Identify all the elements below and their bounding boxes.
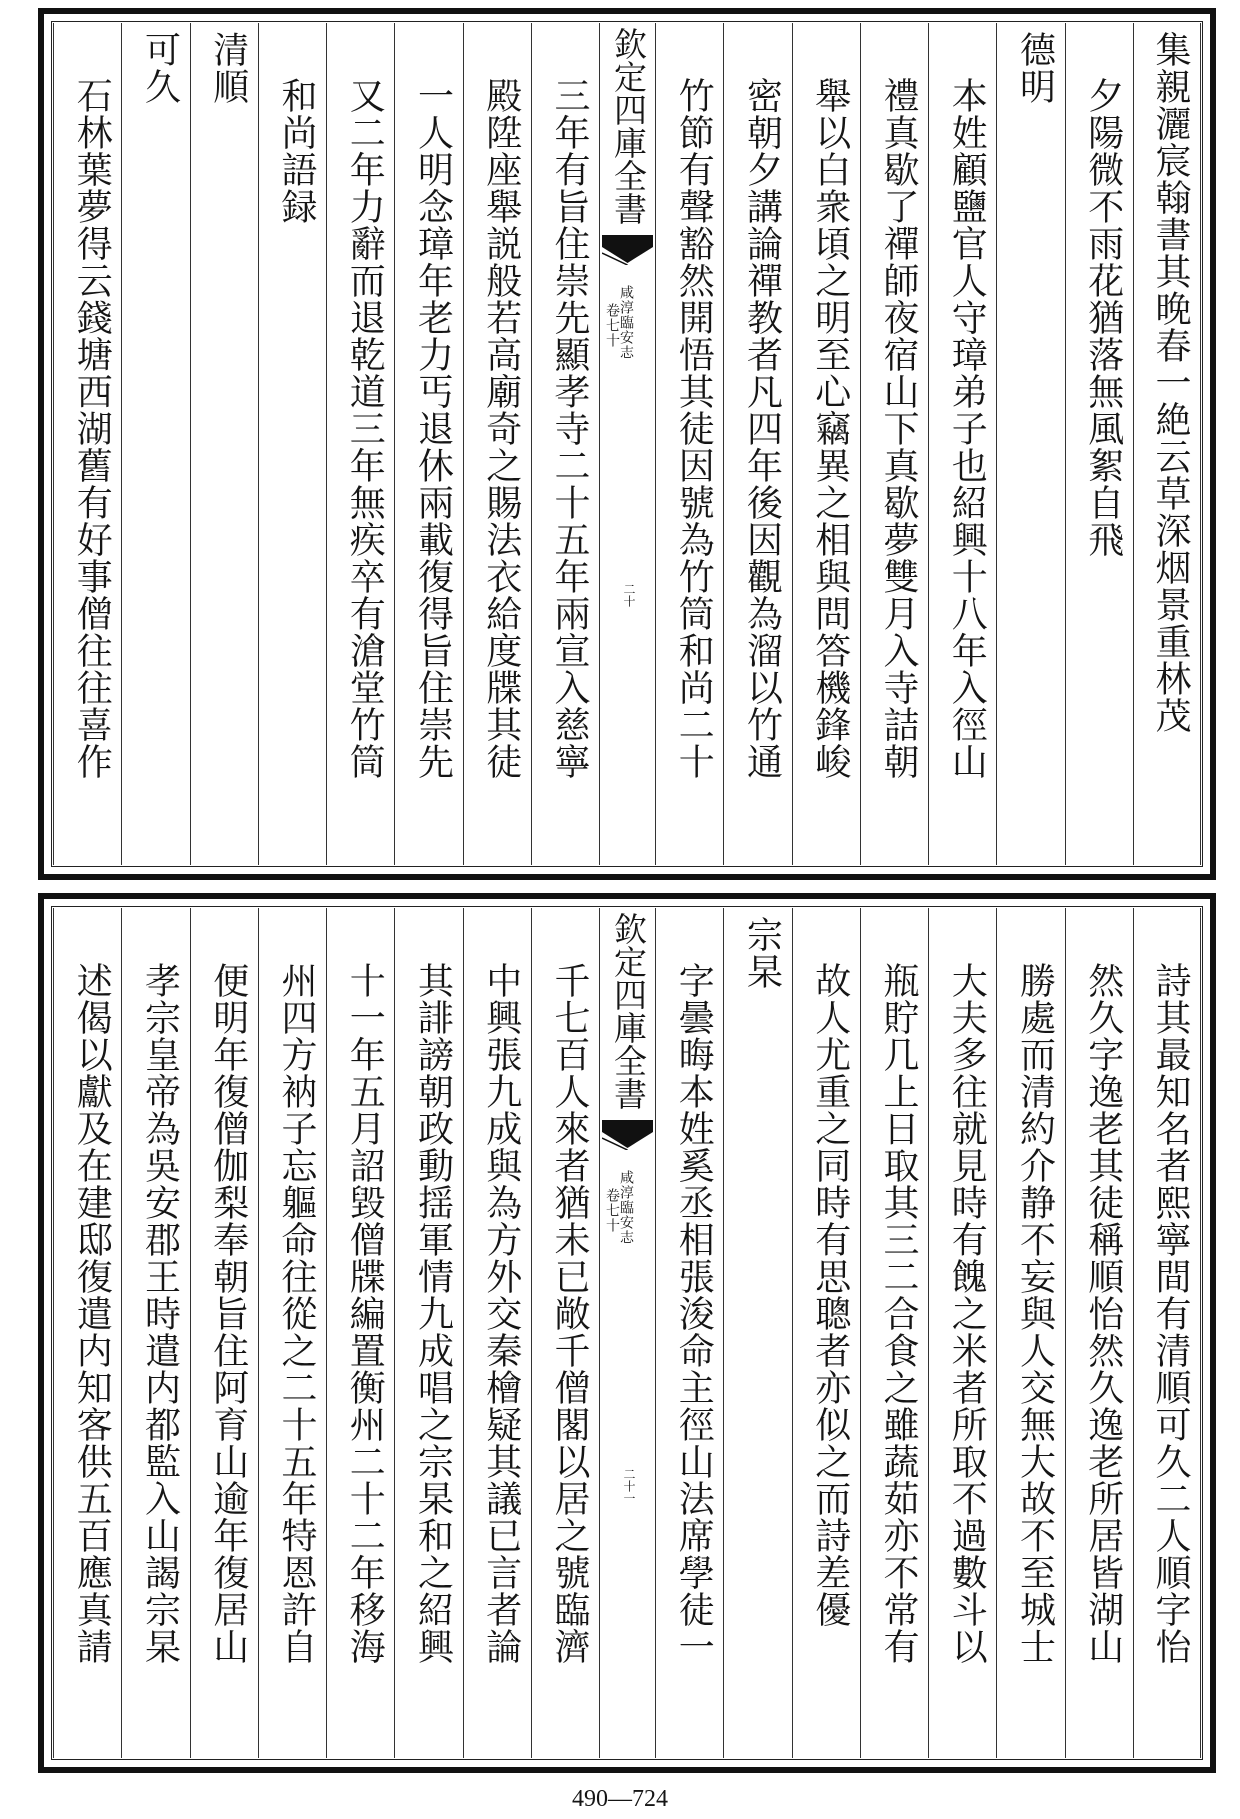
book-title: 欽定四庫全書 <box>609 912 648 1110</box>
upper-page-center-column <box>599 23 655 865</box>
lower-page-columns <box>53 908 1201 1758</box>
column-text: 便明年復僧伽梨奉朝旨住阿育山逾年復居山 <box>207 962 249 1665</box>
lower-page <box>38 893 1216 1773</box>
lower-page-column <box>996 908 1064 1758</box>
leaf-number: 二十 <box>622 583 636 607</box>
column-text: 石林葉夢得云錢塘西湖舊有好事僧往往喜作 <box>71 77 113 780</box>
fishtail-upper <box>602 1120 653 1150</box>
upper-page-column <box>53 23 121 865</box>
lower-page-column <box>1065 908 1133 1758</box>
fishtail-upper-icon <box>602 235 653 265</box>
column-text: 孝宗皇帝為吳安郡王時遣内都監入山謁宗杲 <box>139 962 181 1665</box>
lower-page-column <box>860 908 928 1758</box>
column-text: 本姓顧鹽官人守璋弟子也紹興十八年入徑山 <box>946 77 988 780</box>
column-text: 三年有旨住崇先顯孝寺二十五年兩宣入慈寧 <box>549 77 590 780</box>
upper-page-columns <box>53 23 1201 865</box>
column-text: 瓶貯几上日取其三二合食之雖蔬茹亦不常有 <box>878 962 919 1665</box>
upper-page-column <box>996 23 1064 865</box>
column-text: 中興張九成與為方外交秦檜疑其議已言者論 <box>480 962 522 1665</box>
leaf-number: 二十一 <box>622 1468 636 1504</box>
lower-page-center-column <box>599 908 655 1758</box>
lower-page-column <box>655 908 723 1758</box>
column-text: 故人尤重之同時有思聰者亦似之而詩差優 <box>809 962 851 1628</box>
lower-page-column <box>121 908 189 1758</box>
column-text: 密朝夕講論禪教者凡四年後因觀為溜以竹通 <box>741 77 783 780</box>
lower-page-column <box>723 908 791 1758</box>
lower-page-column <box>463 908 531 1758</box>
upper-page-column <box>394 23 462 865</box>
upper-page-column <box>326 23 394 865</box>
column-text: 可久 <box>139 31 181 105</box>
column-text: 勝處而清約介静不妄與人交無大故不至城士 <box>1014 962 1056 1665</box>
page-number-footer: 490—724 <box>572 1786 668 1812</box>
lower-page-column <box>792 908 860 1758</box>
upper-page-column <box>531 23 599 865</box>
upper-page-column <box>1133 23 1201 865</box>
upper-page-column <box>792 23 860 865</box>
column-text: 宗杲 <box>741 916 783 990</box>
column-text: 字曇晦本姓奚丞相張浚命主徑山法席學徒一 <box>673 962 715 1665</box>
column-text: 夕陽微不雨花猶落無風絮自飛 <box>1082 77 1124 558</box>
column-text: 十一年五月詔毀僧牒編置衡州二十二年移海 <box>344 962 386 1665</box>
upper-page <box>38 8 1216 880</box>
juan-number: 卷七十 <box>604 303 620 348</box>
upper-page-column <box>860 23 928 865</box>
column-text: 舉以白衆頃之明至心竊異之相與問答機鋒峻 <box>809 77 851 780</box>
upper-page-column <box>190 23 258 865</box>
upper-page-column <box>928 23 996 865</box>
column-text: 德明 <box>1014 31 1056 105</box>
column-text: 然久字逸老其徒稱順怡然久逸老所居皆湖山 <box>1082 962 1124 1665</box>
lower-page-column <box>394 908 462 1758</box>
lower-page-column <box>53 908 121 1758</box>
upper-page-column <box>1065 23 1133 865</box>
upper-page-column <box>463 23 531 865</box>
source-title: 咸淳臨安志 <box>618 285 634 360</box>
column-text: 和尚語録 <box>276 77 317 225</box>
upper-page-column <box>723 23 791 865</box>
lower-page-column <box>190 908 258 1758</box>
column-text: 大夫多往就見時有餽之米者所取不過數斗以 <box>946 962 988 1665</box>
lower-page-column <box>326 908 394 1758</box>
juan-number: 卷七十 <box>604 1188 620 1233</box>
column-text: 又二年力辭而退乾道三年無疾卒有滄堂竹筒 <box>344 77 386 780</box>
book-title: 欽定四庫全書 <box>609 27 648 225</box>
lower-page-column <box>531 908 599 1758</box>
column-text: 一人明念璋年老力丐退休兩載復得旨住崇先 <box>412 77 454 780</box>
fishtail-upper <box>602 235 653 265</box>
lower-page-column <box>1133 908 1201 1758</box>
column-text: 集親灑宸翰書其晚春一絶云草深烟景重林茂 <box>1150 31 1191 734</box>
column-text: 清順 <box>207 31 249 105</box>
fishtail-upper-icon <box>602 1120 653 1150</box>
column-text: 殿陞座舉説般若高廟奇之賜法衣給度牒其徒 <box>480 77 522 780</box>
source-title: 咸淳臨安志 <box>618 1170 634 1245</box>
upper-page-column <box>655 23 723 865</box>
lower-page-column <box>258 908 326 1758</box>
column-text: 詩其最知名者熙寧間有清順可久二人順字怡 <box>1150 962 1191 1665</box>
column-text: 州四方衲子忘軀命往從之二十五年特恩許自 <box>276 962 317 1665</box>
column-text: 述偈以獻及在建邸復遣内知客供五百應真請 <box>71 962 113 1665</box>
upper-page-column <box>258 23 326 865</box>
column-text: 千七百人來者猶未已敞千僧閣以居之號臨濟 <box>549 962 590 1665</box>
lower-page-column <box>928 908 996 1758</box>
column-text: 其誹謗朝政動揺軍情九成唱之宗杲和之紹興 <box>412 962 454 1665</box>
upper-page-column <box>121 23 189 865</box>
column-text: 竹節有聲豁然開悟其徒因號為竹筒和尚二十 <box>673 77 715 780</box>
column-text: 禮真歇了禪師夜宿山下真歇夢雙月入寺詰朝 <box>878 77 919 780</box>
